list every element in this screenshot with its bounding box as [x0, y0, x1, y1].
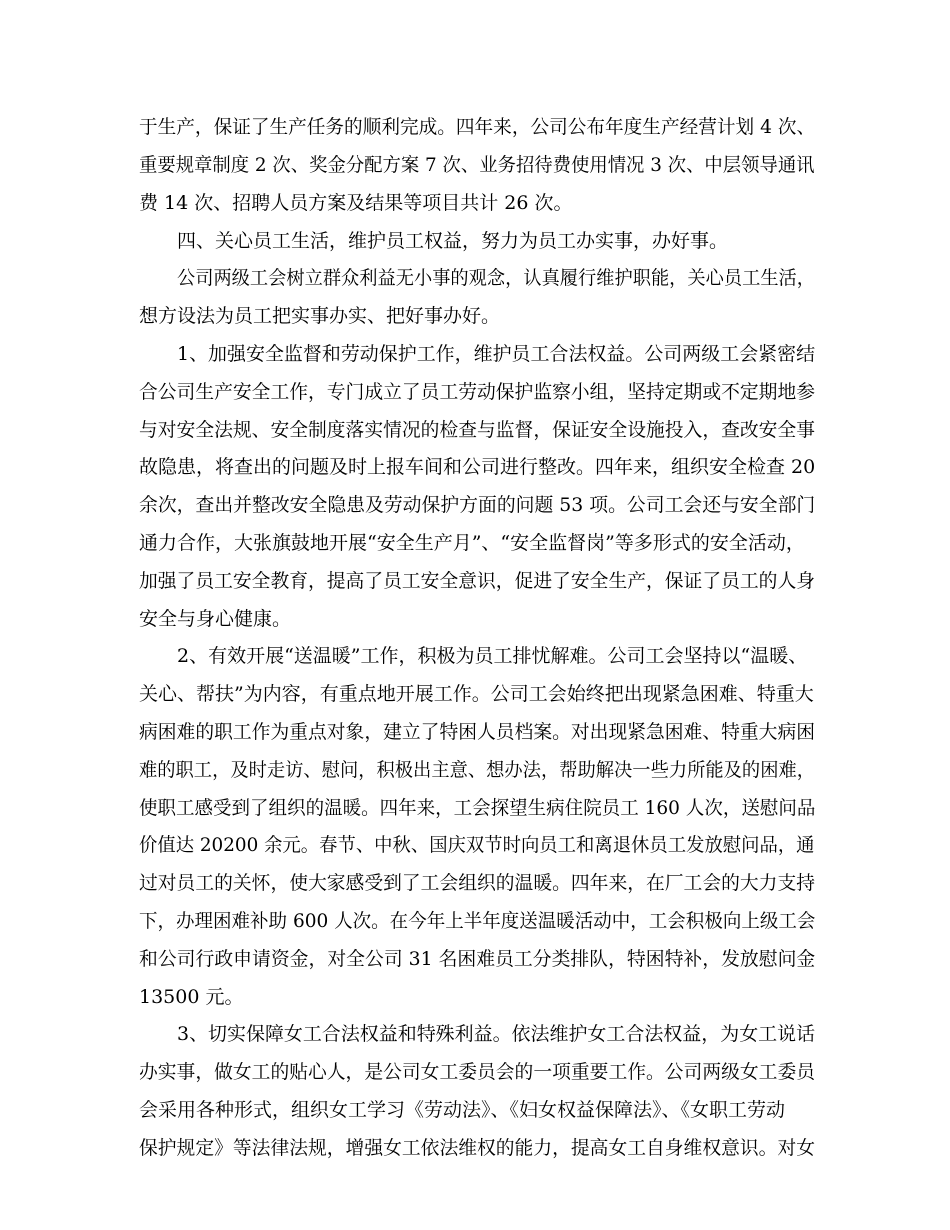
text-line: 关心、帮扶”为内容，有重点地开展工作。公司工会始终把出现紧急困难、特重大 [139, 683, 814, 705]
text-line: 余次，查出并整改安全隐患及劳动保护方面的问题 53 项。公司工会还与安全部门 [139, 494, 816, 516]
text-line: 加强了员工安全教育，提高了员工安全意识，促进了安全生产，保证了员工的人身 [139, 570, 816, 592]
text-line: 与对安全法规、安全制度落实情况的检查与监督，保证安全设施投入，查改安全事 [139, 419, 816, 441]
text-line: 1、加强安全监督和劳动保护工作，维护员工合法权益。公司两级工会紧密结 [177, 343, 816, 365]
text-line: 费 14 次、招聘人员方案及结果等项目共计 26 次。 [139, 192, 573, 214]
text-line: 保护规定》等法律法规，增强女工依法维权的能力，提高女工自身维权意识。对女 [139, 1137, 816, 1159]
text-line: 13500 元。 [139, 986, 244, 1008]
text-line: 于生产，保证了生产任务的顺利完成。四年来，公司公布年度生产经营计划 4 次、 [139, 116, 816, 138]
text-line: 难的职工，及时走访、慰问，积极出主意、想办法，帮助解决一些力所能及的困难， [139, 759, 816, 781]
text-line: 想方设法为员工把实事办实、把好事办好。 [139, 305, 501, 327]
section-heading: 四、关心员工生活，维护员工权益，努力为员工办实事，办好事。 [177, 230, 729, 252]
text-line: 使职工感受到了组织的温暖。四年来，工会探望生病住院员工 160 人次，送慰问品 [139, 797, 816, 819]
text-line: 办实事，做女工的贴心人，是公司女工委员会的一项重要工作。公司两级女工委员 [139, 1061, 816, 1083]
text-line: 故隐患，将查出的问题及时上报车间和公司进行整改。四年来，组织安全检查 20 [139, 456, 816, 478]
text-line: 价值达 20200 余元。春节、中秋、国庆双节时向员工和离退休员工发放慰问品，通 [139, 834, 815, 856]
text-line: 过对员工的关怀，使大家感受到了工会组织的温暖。四年来，在厂工会的大力支持 [139, 872, 816, 894]
text-line: 重要规章制度 2 次、奖金分配方案 7 次、业务招待费使用情况 3 次、中层领导通讯 [139, 154, 815, 176]
text-line: 通力合作，大张旗鼓地开展“安全生产月”、“安全监督岗”等多形式的安全活动， [139, 532, 805, 554]
text-line: 会采用各种形式，组织女工学习《劳动法》、《妇女权益保障法》、《女职工劳动 [139, 1099, 786, 1121]
text-line: 下，办理困难补助 600 人次。在今年上半年度送温暖活动中，工会积极向上级工会 [139, 910, 816, 932]
text-line: 和公司行政申请资金，对全公司 31 名困难员工分类排队，特困特补，发放慰问金 [139, 948, 816, 970]
text-line: 合公司生产安全工作，专门成立了员工劳动保护监察小组，坚持定期或不定期地参 [139, 381, 816, 403]
text-line: 病困难的职工作为重点对象，建立了特困人员档案。对出现紧急困难、特重大病困 [139, 721, 816, 743]
text-line: 3、切实保障女工合法权益和特殊利益。依法维护女工合法权益，为女工说话 [177, 1023, 816, 1045]
text-line: 安全与身心健康。 [139, 608, 292, 630]
text-line: 2、有效开展“送温暖”工作，积极为员工排忧解难。公司工会坚持以“温暖、 [177, 645, 808, 667]
text-line: 公司两级工会树立群众利益无小事的观念，认真履行维护职能，关心员工生活， [177, 267, 816, 289]
